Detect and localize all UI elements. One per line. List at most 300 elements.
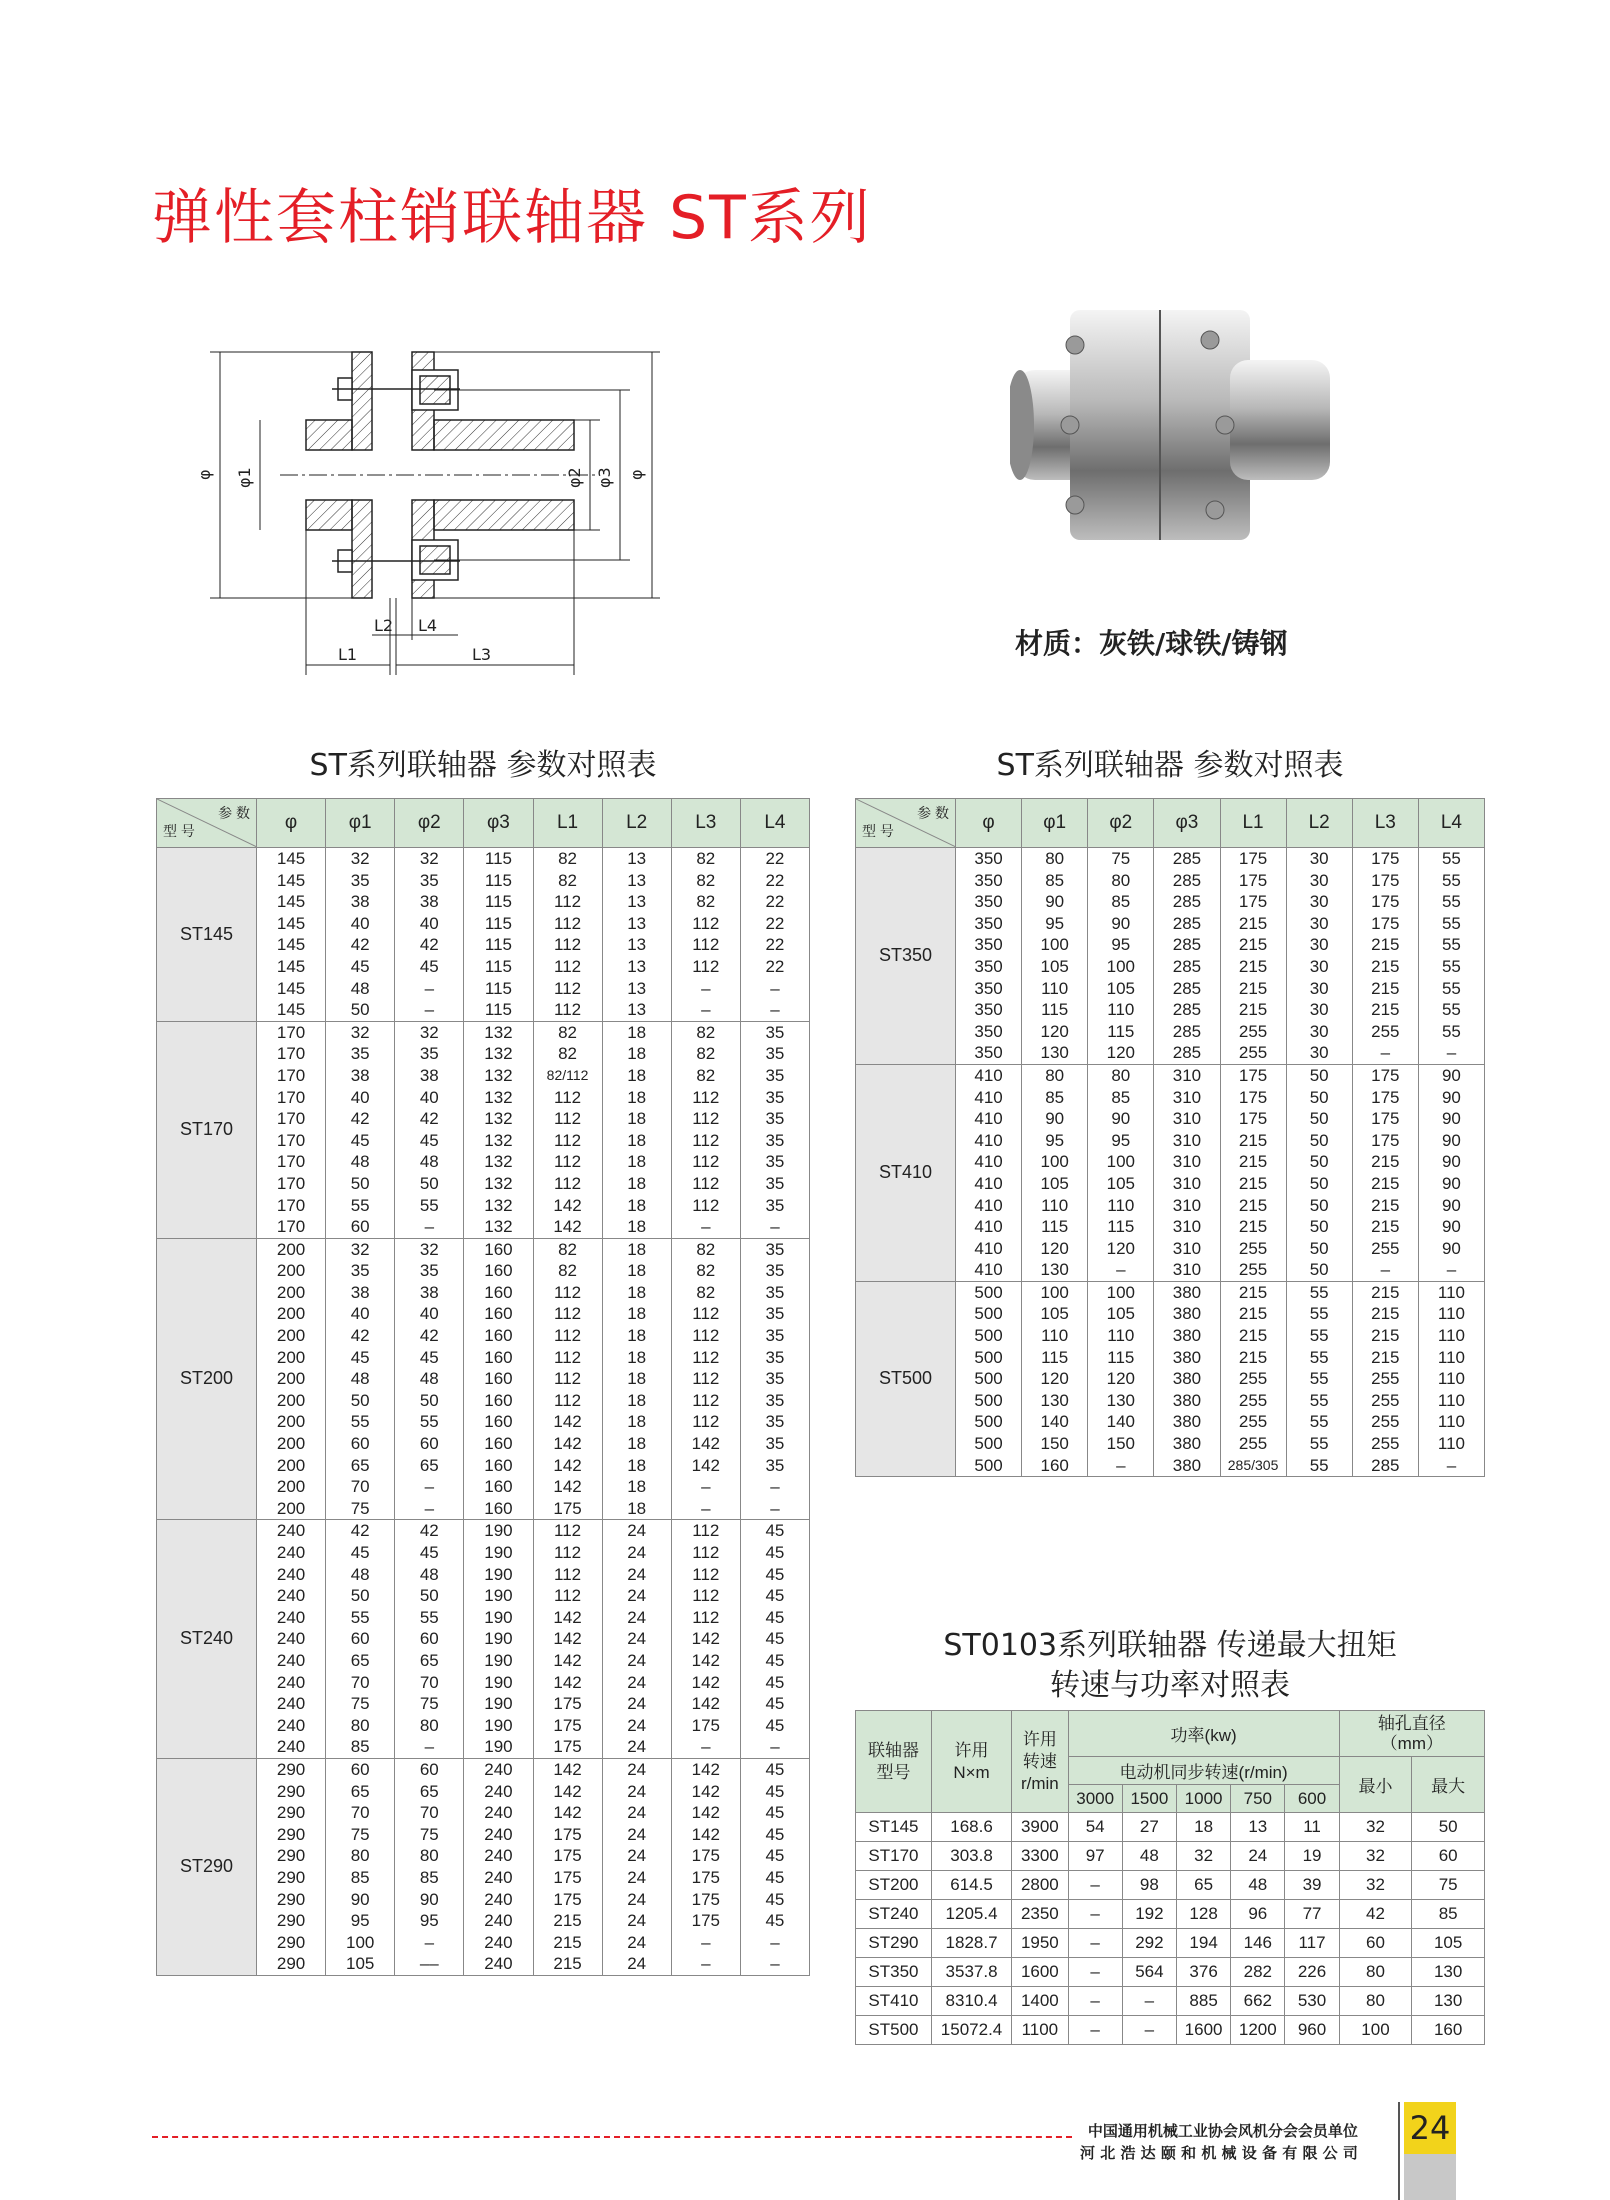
value-cell: 240 bbox=[464, 1758, 533, 1780]
value-cell: 82 bbox=[533, 1021, 602, 1043]
value-cell: 18 bbox=[602, 1325, 671, 1347]
value-cell: 142 bbox=[671, 1758, 740, 1780]
value-cell: 160 bbox=[464, 1238, 533, 1260]
value-cell: 190 bbox=[464, 1585, 533, 1607]
value-cell: 140 bbox=[1022, 1411, 1088, 1433]
value-cell: 95 bbox=[1022, 913, 1088, 935]
value-cell: 285 bbox=[1154, 913, 1220, 935]
value-cell: 410 bbox=[956, 1064, 1022, 1086]
value-cell: 115 bbox=[464, 978, 533, 1000]
value-cell: 215 bbox=[1220, 1281, 1286, 1303]
value-cell: 35 bbox=[740, 1411, 809, 1433]
value-cell: 500 bbox=[956, 1325, 1022, 1347]
value-cell: 82 bbox=[671, 1021, 740, 1043]
value-cell: 142 bbox=[671, 1433, 740, 1455]
value-cell: 112 bbox=[671, 1542, 740, 1564]
value-cell: 35 bbox=[740, 1043, 809, 1065]
value-cell: 35 bbox=[740, 1238, 809, 1260]
value-cell: – bbox=[395, 1216, 464, 1238]
value-cell: 32 bbox=[1339, 1842, 1412, 1871]
label-L3: L3 bbox=[472, 645, 492, 664]
value-cell: 35 bbox=[395, 870, 464, 892]
value-cell: 175 bbox=[671, 1867, 740, 1889]
value-cell: 55 bbox=[1418, 978, 1484, 1000]
value-cell: 215 bbox=[1352, 1325, 1418, 1347]
value-cell: 42 bbox=[326, 1520, 395, 1542]
value-cell: 24 bbox=[602, 1650, 671, 1672]
value-cell: 65 bbox=[395, 1455, 464, 1477]
value-cell: 310 bbox=[1154, 1087, 1220, 1109]
value-cell: 160 bbox=[464, 1303, 533, 1325]
value-cell: 215 bbox=[1352, 934, 1418, 956]
value-cell: 100 bbox=[1088, 1281, 1154, 1303]
value-cell: 175 bbox=[1220, 1087, 1286, 1109]
col-header: L2 bbox=[602, 799, 671, 848]
value-cell: 65 bbox=[326, 1455, 395, 1477]
value-cell: 215 bbox=[1352, 999, 1418, 1021]
value-cell: 132 bbox=[464, 1151, 533, 1173]
value-cell: 65 bbox=[395, 1781, 464, 1803]
value-cell: – bbox=[1122, 1987, 1176, 2016]
value-cell: 200 bbox=[257, 1455, 326, 1477]
value-cell: 45 bbox=[395, 1347, 464, 1369]
diagonal-header bbox=[856, 799, 956, 848]
header-power: 功率(kw) bbox=[1068, 1711, 1339, 1757]
value-cell: 45 bbox=[740, 1867, 809, 1889]
value-cell: 310 bbox=[1154, 1064, 1220, 1086]
value-cell: 45 bbox=[740, 1585, 809, 1607]
value-cell: – bbox=[671, 1953, 740, 1975]
value-cell: 50 bbox=[1286, 1108, 1352, 1130]
value-cell: 90 bbox=[1418, 1195, 1484, 1217]
col-header: φ bbox=[956, 799, 1022, 848]
value-cell: 45 bbox=[326, 1347, 395, 1369]
value-cell: 115 bbox=[1022, 1347, 1088, 1369]
value-cell: 112 bbox=[533, 1087, 602, 1109]
value-cell: 115 bbox=[1022, 1216, 1088, 1238]
value-cell: 112 bbox=[671, 1303, 740, 1325]
value-cell: 50 bbox=[1286, 1216, 1352, 1238]
value-cell: 50 bbox=[1286, 1151, 1352, 1173]
value-cell: 18 bbox=[602, 1173, 671, 1195]
value-cell: 55 bbox=[1286, 1281, 1352, 1303]
value-cell: 190 bbox=[464, 1650, 533, 1672]
value-cell: 24 bbox=[602, 1672, 671, 1694]
value-cell: 215 bbox=[1220, 913, 1286, 935]
value-cell: 80 bbox=[1088, 1064, 1154, 1086]
value-cell: 112 bbox=[533, 1282, 602, 1304]
value-cell: 32 bbox=[1339, 1871, 1412, 1900]
model-cell: ST290 bbox=[856, 1929, 932, 1958]
value-cell: 190 bbox=[464, 1715, 533, 1737]
table-row bbox=[157, 1238, 810, 1260]
value-cell: 200 bbox=[257, 1260, 326, 1282]
value-cell: 95 bbox=[1088, 934, 1154, 956]
value-cell: 150 bbox=[1088, 1433, 1154, 1455]
value-cell: 120 bbox=[1088, 1042, 1154, 1064]
col-header: L3 bbox=[1352, 799, 1418, 848]
col-header: φ3 bbox=[1154, 799, 1220, 848]
value-cell: 240 bbox=[257, 1715, 326, 1737]
value-cell: 19 bbox=[1285, 1842, 1339, 1871]
value-cell: 142 bbox=[671, 1781, 740, 1803]
value-cell: –– bbox=[395, 1953, 464, 1975]
value-cell: 170 bbox=[257, 1130, 326, 1152]
value-cell: 13 bbox=[602, 978, 671, 1000]
value-cell: 215 bbox=[1220, 934, 1286, 956]
value-cell: 160 bbox=[464, 1260, 533, 1282]
value-cell: – bbox=[1122, 2016, 1176, 2045]
value-cell: 215 bbox=[1220, 1325, 1286, 1347]
table-row bbox=[856, 1987, 1485, 2016]
value-cell: 112 bbox=[533, 891, 602, 913]
footer-line-2: 河 北 浩 达 颐 和 机 械 设 备 有 限 公 司 bbox=[1080, 2144, 1358, 2162]
value-cell: 142 bbox=[533, 1411, 602, 1433]
value-cell: 142 bbox=[533, 1672, 602, 1694]
value-cell: 115 bbox=[464, 999, 533, 1021]
value-cell: 65 bbox=[1176, 1871, 1230, 1900]
value-cell: 30 bbox=[1286, 891, 1352, 913]
value-cell: 35 bbox=[740, 1368, 809, 1390]
value-cell: 112 bbox=[533, 1520, 602, 1542]
value-cell: 215 bbox=[1220, 956, 1286, 978]
value-cell: 35 bbox=[740, 1065, 809, 1087]
value-cell: 145 bbox=[257, 934, 326, 956]
value-cell: – bbox=[395, 978, 464, 1000]
label-phi-outer: φ bbox=[627, 469, 646, 480]
value-cell: – bbox=[740, 999, 809, 1021]
value-cell: 380 bbox=[1154, 1455, 1220, 1477]
value-cell: 380 bbox=[1154, 1281, 1220, 1303]
value-cell: 50 bbox=[1412, 1813, 1485, 1842]
header-bore: 轴孔直径 （mm） bbox=[1339, 1711, 1484, 1757]
value-cell: 40 bbox=[395, 1087, 464, 1109]
value-cell: 32 bbox=[326, 1238, 395, 1260]
value-cell: 130 bbox=[1412, 1987, 1485, 2016]
value-cell: 142 bbox=[533, 1628, 602, 1650]
value-cell: 112 bbox=[533, 1325, 602, 1347]
value-cell: – bbox=[395, 1932, 464, 1954]
value-cell: 24 bbox=[602, 1542, 671, 1564]
value-cell: 130 bbox=[1022, 1259, 1088, 1281]
value-cell: 40 bbox=[395, 913, 464, 935]
value-cell: 112 bbox=[671, 913, 740, 935]
value-cell: 115 bbox=[1088, 1021, 1154, 1043]
value-cell: 24 bbox=[602, 1520, 671, 1542]
value-cell: 240 bbox=[257, 1736, 326, 1758]
value-cell: 255 bbox=[1220, 1390, 1286, 1412]
value-cell: 105 bbox=[1022, 956, 1088, 978]
value-cell: 82 bbox=[671, 1260, 740, 1282]
value-cell: 13 bbox=[602, 891, 671, 913]
value-cell: 175 bbox=[1352, 1087, 1418, 1109]
value-cell: 290 bbox=[257, 1758, 326, 1780]
value-cell: 55 bbox=[326, 1195, 395, 1217]
value-cell: 112 bbox=[671, 1325, 740, 1347]
value-cell: 80 bbox=[395, 1715, 464, 1737]
value-cell: 160 bbox=[464, 1498, 533, 1520]
label-L4: L4 bbox=[418, 616, 438, 635]
value-cell: 110 bbox=[1418, 1303, 1484, 1325]
value-cell: 175 bbox=[533, 1693, 602, 1715]
value-cell: 35 bbox=[740, 1325, 809, 1347]
value-cell: 285 bbox=[1154, 956, 1220, 978]
value-cell: 215 bbox=[1220, 1195, 1286, 1217]
value-cell: 35 bbox=[740, 1303, 809, 1325]
value-cell: 75 bbox=[326, 1824, 395, 1846]
model-cell: ST500 bbox=[856, 1281, 956, 1476]
col-header: L2 bbox=[1286, 799, 1352, 848]
value-cell: 115 bbox=[464, 891, 533, 913]
value-cell: 32 bbox=[326, 1021, 395, 1043]
value-cell: 35 bbox=[740, 1195, 809, 1217]
value-cell: – bbox=[671, 1932, 740, 1954]
value-cell: 18 bbox=[602, 1282, 671, 1304]
value-cell: 303.8 bbox=[931, 1842, 1011, 1871]
value-cell: 112 bbox=[533, 1390, 602, 1412]
value-cell: – bbox=[395, 1498, 464, 1520]
value-cell: – bbox=[1068, 1929, 1122, 1958]
value-cell: 175 bbox=[1352, 870, 1418, 892]
value-cell: 285 bbox=[1154, 1042, 1220, 1064]
value-cell: 380 bbox=[1154, 1325, 1220, 1347]
value-cell: 55 bbox=[1418, 934, 1484, 956]
value-cell: 105 bbox=[1412, 1929, 1485, 1958]
value-cell: 95 bbox=[1022, 1130, 1088, 1152]
header-speed: 许用 转速 r/min bbox=[1012, 1711, 1068, 1813]
value-cell: 18 bbox=[602, 1238, 671, 1260]
value-cell: 240 bbox=[464, 1824, 533, 1846]
value-cell: 42 bbox=[395, 1108, 464, 1130]
value-cell: 110 bbox=[1418, 1368, 1484, 1390]
value-cell: 35 bbox=[740, 1282, 809, 1304]
value-cell: 117 bbox=[1285, 1929, 1339, 1958]
speed-header: 3000 bbox=[1068, 1785, 1122, 1813]
value-cell: 45 bbox=[740, 1824, 809, 1846]
value-cell: 175 bbox=[671, 1845, 740, 1867]
diagonal-header bbox=[157, 799, 257, 848]
value-cell: 564 bbox=[1122, 1958, 1176, 1987]
value-cell: 1600 bbox=[1176, 2016, 1230, 2045]
page-number-block bbox=[1404, 2102, 1456, 2200]
value-cell: 215 bbox=[533, 1932, 602, 1954]
value-cell: – bbox=[671, 1498, 740, 1520]
value-cell: 30 bbox=[1286, 934, 1352, 956]
right-table-title: ST系列联轴器 参数对照表 bbox=[996, 748, 1344, 783]
value-cell: 32 bbox=[395, 1021, 464, 1043]
value-cell: 18 bbox=[602, 1260, 671, 1282]
value-cell: 160 bbox=[464, 1368, 533, 1390]
value-cell: 24 bbox=[602, 1607, 671, 1629]
value-cell: 22 bbox=[740, 870, 809, 892]
value-cell: 35 bbox=[740, 1087, 809, 1109]
value-cell: 48 bbox=[1231, 1871, 1285, 1900]
value-cell: 142 bbox=[533, 1433, 602, 1455]
value-cell: 90 bbox=[1418, 1064, 1484, 1086]
value-cell: 282 bbox=[1231, 1958, 1285, 1987]
value-cell: – bbox=[671, 978, 740, 1000]
value-cell: 48 bbox=[395, 1368, 464, 1390]
speed-header: 1000 bbox=[1176, 1785, 1230, 1813]
value-cell: 142 bbox=[533, 1781, 602, 1803]
value-cell: 95 bbox=[1088, 1130, 1154, 1152]
value-cell: 30 bbox=[1286, 1021, 1352, 1043]
value-cell: 200 bbox=[257, 1325, 326, 1347]
model-cell: ST170 bbox=[157, 1021, 257, 1238]
value-cell: 175 bbox=[533, 1715, 602, 1737]
value-cell: 112 bbox=[533, 1564, 602, 1586]
value-cell: 55 bbox=[1286, 1303, 1352, 1325]
value-cell: 290 bbox=[257, 1953, 326, 1975]
value-cell: 90 bbox=[1418, 1151, 1484, 1173]
value-cell: 160 bbox=[464, 1325, 533, 1347]
value-cell: 70 bbox=[395, 1802, 464, 1824]
value-cell: 175 bbox=[533, 1889, 602, 1911]
value-cell: 100 bbox=[1022, 934, 1088, 956]
value-cell: 18 bbox=[602, 1455, 671, 1477]
value-cell: – bbox=[1068, 1987, 1122, 2016]
value-cell: 8310.4 bbox=[931, 1987, 1011, 2016]
value-cell: 1600 bbox=[1012, 1958, 1068, 1987]
value-cell: 97 bbox=[1068, 1842, 1122, 1871]
value-cell: 40 bbox=[326, 913, 395, 935]
value-cell: 75 bbox=[1412, 1871, 1485, 1900]
value-cell: 85 bbox=[326, 1736, 395, 1758]
value-cell: 90 bbox=[1088, 1108, 1154, 1130]
footer-divider bbox=[152, 2136, 1072, 2138]
value-cell: 142 bbox=[671, 1672, 740, 1694]
value-cell: 35 bbox=[326, 870, 395, 892]
value-cell: 410 bbox=[956, 1087, 1022, 1109]
value-cell: 70 bbox=[326, 1476, 395, 1498]
value-cell: 380 bbox=[1154, 1411, 1220, 1433]
value-cell: 55 bbox=[326, 1411, 395, 1433]
value-cell: 45 bbox=[395, 1130, 464, 1152]
value-cell: 215 bbox=[1220, 1173, 1286, 1195]
value-cell: 105 bbox=[1088, 1173, 1154, 1195]
header-model: 型 号 bbox=[862, 823, 894, 840]
value-cell: 45 bbox=[395, 956, 464, 978]
value-cell: 80 bbox=[326, 1845, 395, 1867]
value-cell: 24 bbox=[1231, 1842, 1285, 1871]
value-cell: 85 bbox=[1412, 1900, 1485, 1929]
value-cell: 50 bbox=[395, 1173, 464, 1195]
value-cell: 160 bbox=[464, 1390, 533, 1412]
value-cell: – bbox=[395, 999, 464, 1021]
label-L2: L2 bbox=[374, 616, 394, 635]
value-cell: 290 bbox=[257, 1845, 326, 1867]
value-cell: 192 bbox=[1122, 1900, 1176, 1929]
value-cell: 175 bbox=[1220, 870, 1286, 892]
value-cell: 35 bbox=[740, 1173, 809, 1195]
value-cell: 85 bbox=[1022, 1087, 1088, 1109]
value-cell: 255 bbox=[1352, 1368, 1418, 1390]
value-cell: 35 bbox=[740, 1108, 809, 1130]
value-cell: 110 bbox=[1088, 999, 1154, 1021]
page-number: 24 bbox=[1404, 2102, 1456, 2154]
value-cell: 35 bbox=[740, 1455, 809, 1477]
value-cell: 175 bbox=[533, 1824, 602, 1846]
value-cell: 410 bbox=[956, 1130, 1022, 1152]
value-cell: 90 bbox=[1418, 1108, 1484, 1130]
value-cell: – bbox=[1088, 1259, 1154, 1281]
value-cell: 255 bbox=[1220, 1238, 1286, 1260]
value-cell: 24 bbox=[602, 1889, 671, 1911]
value-cell: 18 bbox=[602, 1216, 671, 1238]
value-cell: 215 bbox=[1220, 1130, 1286, 1152]
value-cell: 24 bbox=[602, 1585, 671, 1607]
value-cell: 112 bbox=[671, 1411, 740, 1433]
table-row bbox=[157, 848, 810, 870]
col-header: L1 bbox=[1220, 799, 1286, 848]
value-cell: 175 bbox=[671, 1715, 740, 1737]
value-cell: 215 bbox=[1352, 1151, 1418, 1173]
value-cell: 45 bbox=[740, 1715, 809, 1737]
value-cell: 80 bbox=[1022, 1064, 1088, 1086]
value-cell: – bbox=[740, 1498, 809, 1520]
value-cell: 310 bbox=[1154, 1195, 1220, 1217]
value-cell: 255 bbox=[1352, 1390, 1418, 1412]
value-cell: 35 bbox=[740, 1021, 809, 1043]
value-cell: 100 bbox=[326, 1932, 395, 1954]
value-cell: 175 bbox=[1220, 891, 1286, 913]
value-cell: 215 bbox=[1220, 999, 1286, 1021]
value-cell: 115 bbox=[1088, 1347, 1154, 1369]
value-cell: 45 bbox=[395, 1542, 464, 1564]
value-cell: 100 bbox=[1339, 2016, 1412, 2045]
value-cell: 48 bbox=[326, 978, 395, 1000]
value-cell: 85 bbox=[1088, 891, 1154, 913]
value-cell: 350 bbox=[956, 934, 1022, 956]
model-cell: ST350 bbox=[856, 1958, 932, 1987]
value-cell: 50 bbox=[395, 1585, 464, 1607]
value-cell: 290 bbox=[257, 1781, 326, 1803]
value-cell: 115 bbox=[464, 913, 533, 935]
value-cell: 170 bbox=[257, 1108, 326, 1130]
value-cell: 112 bbox=[533, 1347, 602, 1369]
value-cell: 22 bbox=[740, 848, 809, 870]
model-cell: ST240 bbox=[856, 1900, 932, 1929]
value-cell: 140 bbox=[1088, 1411, 1154, 1433]
value-cell: 350 bbox=[956, 978, 1022, 1000]
value-cell: 128 bbox=[1176, 1900, 1230, 1929]
value-cell: 48 bbox=[326, 1151, 395, 1173]
value-cell: 170 bbox=[257, 1173, 326, 1195]
value-cell: 285 bbox=[1154, 1021, 1220, 1043]
value-cell: 226 bbox=[1285, 1958, 1339, 1987]
value-cell: 132 bbox=[464, 1173, 533, 1195]
label-phi3: φ3 bbox=[595, 467, 614, 488]
spec-body-right bbox=[856, 848, 1485, 1477]
value-cell: 255 bbox=[1220, 1411, 1286, 1433]
value-cell: 60 bbox=[395, 1758, 464, 1780]
value-cell: 45 bbox=[740, 1650, 809, 1672]
spec-table-right bbox=[855, 798, 1485, 1477]
value-cell: 112 bbox=[533, 999, 602, 1021]
model-cell: ST350 bbox=[856, 848, 956, 1065]
value-cell: 48 bbox=[395, 1564, 464, 1586]
value-cell: 39 bbox=[1285, 1871, 1339, 1900]
value-cell: – bbox=[740, 1736, 809, 1758]
value-cell: 142 bbox=[533, 1195, 602, 1217]
value-cell: – bbox=[1352, 1042, 1418, 1064]
value-cell: 290 bbox=[257, 1824, 326, 1846]
value-cell: 112 bbox=[671, 1390, 740, 1412]
value-cell: 77 bbox=[1285, 1900, 1339, 1929]
value-cell: 175 bbox=[671, 1889, 740, 1911]
value-cell: 376 bbox=[1176, 1958, 1230, 1987]
value-cell: 65 bbox=[395, 1650, 464, 1672]
